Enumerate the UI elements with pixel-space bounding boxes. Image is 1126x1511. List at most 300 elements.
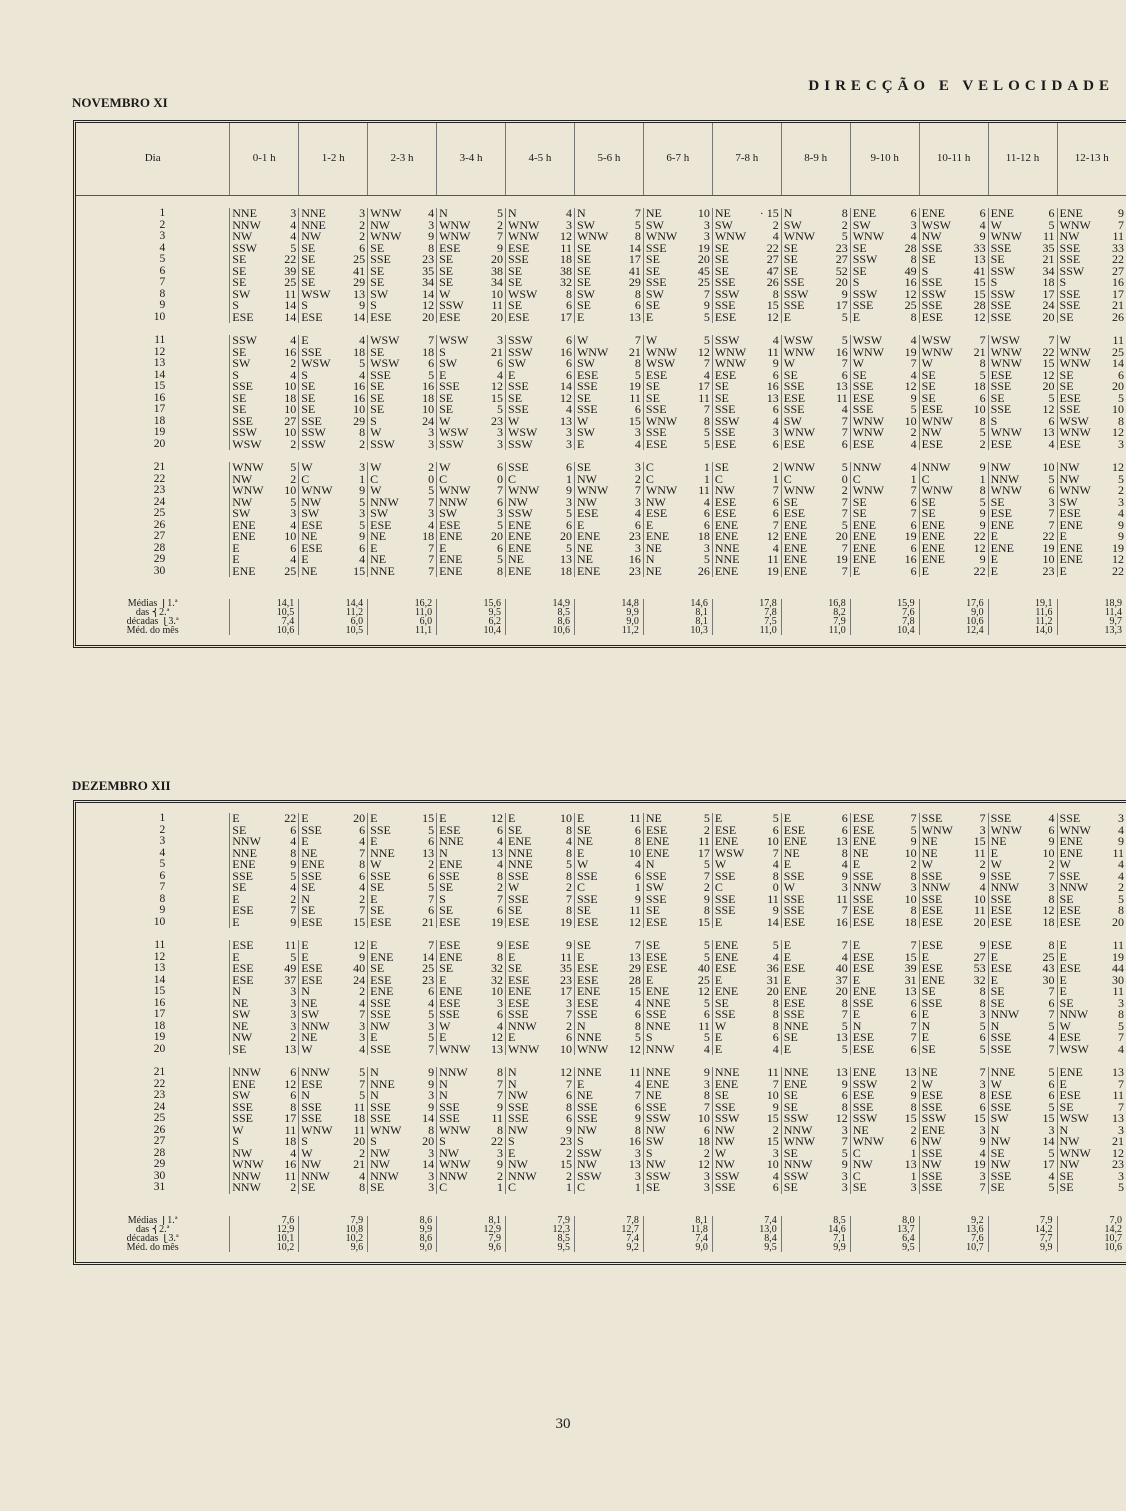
wind-direction: SSW (645, 1170, 671, 1182)
wind-speed: 8 (772, 1009, 779, 1021)
wind-direction: E (576, 519, 585, 531)
day-number: 20 (153, 438, 166, 450)
observation-cell (781, 312, 850, 324)
wind-speed: 7 (497, 1078, 504, 1090)
wind-direction: WSW (921, 219, 951, 231)
wind-direction: SE (783, 369, 798, 381)
averages-label: Médias ⎧1.ª (127, 599, 178, 608)
observation-cell (850, 543, 919, 555)
wind-speed: 16 (353, 392, 366, 404)
wind-speed: 8 (772, 1020, 779, 1032)
wind-direction: W (783, 358, 796, 370)
day-number: 31 (153, 1182, 166, 1193)
wind-speed: 10 (559, 1043, 572, 1055)
wind-speed: 8 (841, 847, 848, 859)
wind-speed: 40 (835, 963, 848, 975)
wind-direction: SSW (508, 335, 533, 347)
observation-cell (574, 1032, 643, 1044)
observation-cell (850, 825, 919, 837)
wind-speed: 8 (772, 288, 779, 300)
wind-speed: 10 (284, 404, 297, 416)
observation-cell (299, 1090, 368, 1102)
wind-speed: 1 (703, 473, 710, 485)
wind-direction: SE (301, 1182, 316, 1194)
wind-direction: S (232, 300, 239, 312)
observation-cell (574, 1044, 643, 1056)
wind-speed: 5 (1118, 1020, 1124, 1032)
observation-cell (988, 963, 1057, 975)
observation-cell (643, 825, 712, 837)
day-number: 24 (153, 496, 166, 508)
wind-speed: 35 (422, 265, 435, 277)
wind-speed: 21 (491, 346, 504, 358)
observation-cell (643, 1148, 712, 1160)
wind-speed: 5 (1048, 392, 1055, 404)
wind-direction: SSE (714, 893, 736, 905)
wind-direction: WSW (783, 335, 814, 347)
wind-speed: 3 (359, 1020, 366, 1032)
wind-speed: 3 (703, 219, 710, 231)
wind-speed: 20 (1042, 381, 1055, 393)
observation-cell (368, 439, 437, 451)
observation-cell (643, 566, 712, 578)
wind-speed: 2 (565, 882, 572, 894)
average-value: 9,2 (919, 1216, 988, 1225)
wind-direction: NNE (301, 208, 326, 220)
observation-cell (988, 208, 1057, 220)
observation-cell (506, 940, 575, 952)
wind-direction: SSE (370, 369, 391, 381)
wind-speed: 10 (422, 404, 435, 416)
wind-speed: 9 (290, 859, 297, 871)
average-value: 8,2 (781, 608, 850, 617)
observation-cell (368, 871, 437, 883)
observation-cell (506, 905, 575, 917)
wind-speed: 38 (491, 265, 504, 277)
wind-direction: WSW (1059, 1043, 1089, 1055)
observation-cell (919, 243, 988, 255)
wind-speed: 4 (359, 997, 366, 1009)
wind-direction: SE (576, 277, 591, 289)
observation-cell (574, 277, 643, 289)
observation-cell (299, 1032, 368, 1044)
wind-speed: 5 (772, 940, 779, 952)
average-value: 14,4 (299, 599, 368, 608)
table-row (76, 439, 1126, 451)
wind-direction: SSE (990, 404, 1012, 416)
wind-direction: NW (508, 1159, 529, 1171)
wind-direction: W (714, 1020, 727, 1032)
wind-direction: SSW (301, 438, 326, 450)
spacer-row (76, 928, 1126, 940)
wind-speed: 3 (634, 1170, 641, 1182)
table-row (76, 917, 1126, 929)
wind-speed: 7 (979, 813, 986, 825)
table-row (76, 836, 1126, 848)
wind-direction: NW (232, 231, 253, 243)
wind-speed: 8 (497, 1067, 504, 1079)
wind-direction: NE (301, 1032, 318, 1044)
wind-direction: ESE (990, 940, 1012, 952)
observation-cell (230, 894, 299, 906)
wind-direction: ENE (921, 1124, 945, 1136)
wind-speed: 8 (910, 254, 917, 266)
wind-direction: SSE (508, 1009, 529, 1021)
observation-cell (781, 836, 850, 848)
wind-speed: 5 (497, 519, 504, 531)
wind-speed: 5 (703, 813, 710, 825)
observation-cell (643, 940, 712, 952)
wind-speed: 7 (841, 427, 848, 439)
observation-cell (781, 231, 850, 243)
wind-direction: NE (645, 813, 662, 825)
average-value: 7,8 (712, 608, 781, 617)
observation-cell (299, 381, 368, 393)
wind-direction: E (370, 542, 378, 554)
wind-direction: S (232, 369, 239, 381)
observation-cell (1057, 1090, 1126, 1102)
observation-cell (437, 1171, 506, 1183)
wind-direction: SSE (370, 997, 391, 1009)
observation-cell (299, 1102, 368, 1114)
wind-direction: SE (645, 940, 660, 952)
wind-speed: 6 (1048, 208, 1055, 220)
wind-speed: 5 (703, 940, 710, 952)
day-number: 8 (159, 288, 166, 300)
day-number: 18 (153, 415, 166, 427)
wind-speed: 9 (979, 508, 986, 520)
observation-cell (712, 416, 781, 428)
column-header-hour: 4-5 h (506, 123, 575, 196)
observation-cell (299, 208, 368, 220)
observation-cell (919, 1044, 988, 1056)
wind-direction: SSW (714, 415, 740, 427)
observation-cell (781, 1009, 850, 1021)
wind-direction: ESE (714, 963, 737, 975)
wind-speed: 5 (359, 519, 366, 531)
wind-direction: SSE (714, 300, 736, 312)
average-value: 11,2 (988, 617, 1057, 626)
day-number: 30 (153, 1170, 166, 1182)
wind-speed: 8 (841, 997, 848, 1009)
observation-cell (781, 220, 850, 232)
wind-speed: 6 (634, 300, 641, 312)
wind-direction: WNW (852, 415, 885, 427)
observation-cell (643, 266, 712, 278)
observation-cell (230, 986, 299, 998)
wind-direction: SSE (990, 870, 1012, 882)
observation-cell (506, 485, 575, 497)
wind-speed: 4 (634, 438, 641, 450)
table-row (76, 266, 1126, 278)
wind-speed: 9 (703, 893, 710, 905)
wind-direction: W (439, 288, 451, 300)
wind-speed: 4 (703, 1043, 710, 1055)
wind-speed: 10 (973, 404, 986, 416)
wind-direction: NW (576, 496, 597, 508)
wind-direction: E (301, 951, 309, 963)
observation-cell (437, 871, 506, 883)
wind-direction: SSE (508, 1113, 529, 1125)
observation-cell (230, 335, 299, 347)
observation-cell (850, 508, 919, 520)
wind-direction: ESE (301, 974, 323, 986)
wind-direction: SE (301, 277, 316, 289)
observation-cell (437, 859, 506, 871)
wind-speed: 13 (904, 1067, 917, 1079)
observation-cell (919, 1032, 988, 1044)
wind-direction: ESE (370, 519, 392, 531)
observation-cell (230, 1159, 299, 1171)
wind-direction: ENE (852, 531, 877, 543)
wind-direction: SE (714, 997, 729, 1009)
wind-direction: NE (990, 836, 1007, 848)
average-value: 7,9 (988, 1216, 1057, 1225)
wind-direction: SSE (370, 1043, 391, 1055)
wind-speed: 6 (841, 369, 848, 381)
wind-speed: 36 (766, 963, 779, 975)
wind-speed: 27 (973, 951, 986, 963)
wind-direction: SSE (576, 404, 598, 416)
wind-speed: 22 (491, 1136, 504, 1148)
wind-direction: WNW (714, 358, 747, 370)
observation-cell (368, 266, 437, 278)
average-value: 17,8 (712, 599, 781, 608)
observation-cell (437, 220, 506, 232)
observation-cell (437, 300, 506, 312)
observation-cell (850, 1044, 919, 1056)
observation-cell (988, 335, 1057, 347)
observation-cell (437, 836, 506, 848)
observation-cell (299, 543, 368, 555)
observation-cell (506, 416, 575, 428)
observation-cell (850, 554, 919, 566)
wind-direction: SSE (852, 997, 874, 1009)
wind-speed: 0 (497, 473, 504, 485)
wind-speed: 26 (766, 277, 779, 289)
wind-direction: SSW (990, 288, 1016, 300)
wind-speed: 10 (766, 836, 779, 848)
wind-speed: 4 (772, 231, 779, 243)
observation-cell (574, 427, 643, 439)
day-number: 15 (153, 381, 166, 392)
wind-direction: E (645, 519, 654, 531)
observation-cell (781, 497, 850, 509)
wind-speed: 5 (1048, 1067, 1055, 1079)
observation-cell (850, 404, 919, 416)
observation-cell (850, 358, 919, 370)
wind-direction: ESE (232, 905, 254, 917)
observation-cell (574, 894, 643, 906)
wind-direction: N (370, 1090, 379, 1102)
wind-direction: SSW (714, 288, 740, 300)
average-value: 9,5 (506, 1243, 575, 1252)
observation-cell (574, 289, 643, 301)
column-header-hour: 9-10 h (850, 123, 919, 196)
wind-direction: NW (508, 1124, 529, 1136)
observation-cell (850, 1159, 919, 1171)
wind-speed: 3 (703, 1078, 710, 1090)
wind-direction: W (990, 859, 1002, 871)
wind-speed: 11 (698, 836, 710, 848)
wind-direction: SE (301, 265, 316, 277)
observation-cell (919, 554, 988, 566)
wind-speed: 0 (841, 473, 848, 485)
wind-direction: ESE (301, 963, 323, 975)
wind-direction: W (370, 485, 382, 497)
wind-direction: NW (1059, 1136, 1080, 1148)
observation-cell (988, 289, 1057, 301)
wind-speed: 6 (1048, 485, 1055, 497)
observation-cell (230, 220, 299, 232)
wind-direction: NW (645, 1124, 666, 1136)
observation-cell (643, 439, 712, 451)
observation-cell (988, 1125, 1057, 1137)
observation-cell (988, 474, 1057, 486)
table-row (76, 462, 1126, 474)
wind-speed: 24 (353, 974, 366, 986)
wind-speed: 24 (422, 415, 435, 427)
wind-speed: 5 (1118, 392, 1124, 404)
table-row (76, 485, 1126, 497)
observation-cell (506, 347, 575, 359)
average-value: 11,2 (299, 608, 368, 617)
observation-cell (850, 1136, 919, 1148)
wind-direction: C (508, 1182, 517, 1194)
wind-direction: S (576, 1136, 584, 1148)
observation-cell (1057, 485, 1126, 497)
observation-cell (299, 859, 368, 871)
wind-direction: SW (645, 288, 664, 300)
table-row (76, 1044, 1126, 1056)
wind-speed: 2 (290, 358, 297, 370)
observation-cell (574, 404, 643, 416)
observation-cell (988, 531, 1057, 543)
wind-speed: 4 (910, 462, 917, 474)
wind-direction: SSE (921, 870, 943, 882)
observation-cell (574, 254, 643, 266)
wind-direction: SE (783, 265, 798, 277)
wind-speed: 13 (422, 847, 435, 859)
wind-speed: 19 (1112, 542, 1124, 554)
observation-cell (781, 531, 850, 543)
wind-speed: 4 (1118, 870, 1124, 882)
wind-direction: WNW (508, 219, 540, 231)
wind-direction: WSW (301, 358, 331, 370)
spacer-row (76, 1252, 1126, 1262)
wind-direction: N (1059, 1124, 1069, 1136)
wind-direction: W (921, 1078, 933, 1090)
wind-speed: 9 (979, 462, 986, 474)
wind-direction: SSE (370, 1113, 391, 1125)
wind-direction: E (990, 565, 998, 577)
wind-speed: 34 (1042, 265, 1055, 277)
observation-cell (506, 543, 575, 555)
wind-direction: SSW (783, 288, 809, 300)
wind-speed: 13 (766, 392, 779, 404)
observation-cell (781, 427, 850, 439)
wind-speed: 19 (973, 1159, 986, 1171)
averages-label: das ⎨2.ª (135, 608, 170, 617)
observation-cell (919, 1079, 988, 1091)
average-value: 13,0 (712, 1225, 781, 1234)
table-row (76, 848, 1126, 860)
table-row (76, 998, 1126, 1010)
wind-direction: NNE (370, 1078, 395, 1090)
wind-speed: 18 (904, 916, 917, 928)
table-row (76, 859, 1126, 871)
observation-cell (437, 393, 506, 405)
wind-direction: E (714, 974, 723, 986)
observation-cell (1057, 347, 1126, 359)
wind-speed: 23 (491, 415, 504, 427)
wind-direction: SSE (1059, 404, 1081, 416)
observation-cell (1057, 871, 1126, 883)
wind-direction: WSW (439, 427, 469, 439)
wind-speed: 11 (1112, 986, 1124, 998)
wind-direction: SSW (783, 1170, 809, 1182)
table-row (76, 975, 1126, 987)
wind-speed: 3 (1048, 1124, 1055, 1136)
wind-direction: ENE (232, 531, 256, 543)
average-value: 10,2 (299, 1234, 368, 1243)
wind-direction: WNW (370, 231, 402, 243)
wind-speed: 9 (910, 1090, 917, 1102)
observation-cell (643, 998, 712, 1010)
wind-speed: 11 (974, 905, 986, 917)
wind-direction: NNW (645, 1043, 675, 1055)
wind-speed: 16 (628, 554, 641, 566)
wind-direction: E (439, 1032, 447, 1044)
wind-speed: 5 (290, 242, 297, 254)
wind-speed: 15 (697, 916, 710, 928)
observation-cell (643, 871, 712, 883)
wind-direction: E (439, 813, 447, 825)
wind-direction: SSE (232, 415, 253, 427)
wind-direction: SE (1059, 311, 1074, 323)
wind-direction: N (990, 1124, 1000, 1136)
wind-speed: 8 (1048, 940, 1055, 952)
average-value: 13,3 (1057, 626, 1126, 635)
day-number: 23 (153, 1090, 166, 1101)
wind-direction: ESE (370, 311, 392, 323)
observation-cell (1057, 393, 1126, 405)
wind-direction: W (576, 335, 589, 347)
wind-direction: E (783, 951, 792, 963)
observation-cell (850, 277, 919, 289)
wind-speed: 6 (841, 824, 848, 836)
wind-direction: ENE (508, 542, 532, 554)
wind-speed: 41 (628, 265, 641, 277)
average-value: 8,1 (437, 1216, 506, 1225)
spacer-row (76, 589, 1126, 599)
wind-direction: SSE (990, 813, 1012, 825)
observation-cell (230, 300, 299, 312)
wind-speed: 39 (284, 265, 297, 277)
wind-speed: 4 (634, 859, 641, 871)
wind-direction: NE (301, 531, 318, 543)
wind-speed: 8 (290, 847, 297, 859)
observation-cell (574, 986, 643, 998)
observation-cell (574, 370, 643, 382)
wind-direction: WNW (921, 824, 953, 836)
observation-cell (643, 289, 712, 301)
wind-direction: E (783, 940, 792, 952)
wind-table (76, 123, 1126, 645)
wind-speed: 30 (1042, 974, 1055, 986)
observation-cell (574, 335, 643, 347)
wind-direction: NW (1059, 462, 1080, 474)
